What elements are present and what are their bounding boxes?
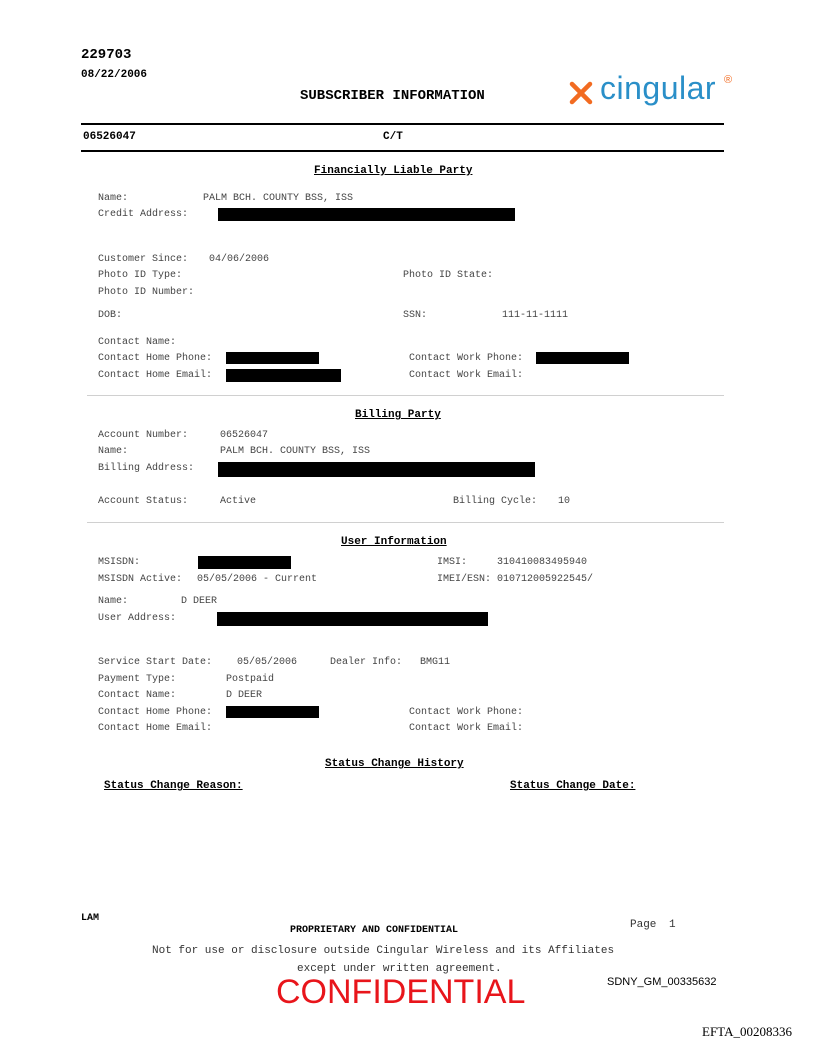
bates-sdny: SDNY_GM_00335632: [607, 976, 717, 988]
bp-name-label: Name:: [98, 446, 129, 457]
ui-imsi-label: IMSI:: [437, 557, 468, 568]
fl-contact-home-email-label: Contact Home Email:: [98, 370, 213, 381]
registered-mark: ®: [724, 74, 733, 86]
header-rule-bottom: [81, 150, 724, 152]
fl-contact-work-phone-label: Contact Work Phone:: [409, 353, 524, 364]
fl-contact-work-email-label: Contact Work Email:: [409, 370, 524, 381]
redaction-credit-address: [218, 208, 515, 221]
ui-name-value: D DEER: [181, 596, 218, 607]
ui-msisdn-active-label: MSISDN Active:: [98, 574, 183, 585]
fl-ssn-label: SSN:: [403, 310, 428, 321]
bp-account-number-value: 06526047: [220, 430, 269, 441]
confidential-stamp: CONFIDENTIAL: [276, 973, 526, 1011]
ui-user-address-label: User Address:: [98, 613, 177, 624]
ui-contact-work-email-label: Contact Work Email:: [409, 723, 524, 734]
ui-contact-work-phone-label: Contact Work Phone:: [409, 707, 524, 718]
fl-contact-name-label: Contact Name:: [98, 337, 177, 348]
page-title: SUBSCRIBER INFORMATION: [300, 88, 485, 104]
bp-billing-cycle-label: Billing Cycle:: [453, 496, 538, 507]
header-rule-top: [81, 123, 724, 125]
footer-disclaimer-line1: Not for use or disclosure outside Cingular Wireless and its Affiliates: [152, 945, 615, 957]
fl-photo-id-state-label: Photo ID State:: [403, 270, 494, 281]
bp-account-status-value: Active: [220, 496, 257, 507]
ui-msisdn-active-value: 05/05/2006 - Current: [197, 574, 318, 585]
ui-service-start-label: Service Start Date:: [98, 657, 213, 668]
fl-name-value: PALM BCH. COUNTY BSS, ISS: [203, 193, 354, 204]
bp-name-value: PALM BCH. COUNTY BSS, ISS: [220, 446, 371, 457]
ui-contact-home-email-label: Contact Home Email:: [98, 723, 213, 734]
footer-disclaimer-line2: except under written agreement.: [297, 963, 502, 975]
ui-contact-name-value: D DEER: [226, 690, 263, 701]
redaction-fl-home-email: [226, 369, 341, 382]
footer-page: [630, 919, 676, 931]
fl-ssn-value: 111-11-1111: [502, 310, 569, 321]
section-divider-1: [87, 395, 724, 396]
ui-dealer-info-value: BMG11: [420, 657, 451, 668]
ui-payment-type-label: Payment Type:: [98, 674, 177, 685]
doc-number: 229703: [81, 47, 132, 63]
ui-msisdn-label: MSISDN:: [98, 557, 141, 568]
billing-party-heading: Billing Party: [355, 409, 441, 421]
fl-customer-since-label: Customer Since:: [98, 254, 189, 265]
fl-name-label: Name:: [98, 193, 129, 204]
bp-billing-cycle-value: 10: [558, 496, 571, 507]
cingular-wordmark: cingular: [600, 70, 717, 106]
ui-name-label: Name:: [98, 596, 129, 607]
account-id: 06526047: [83, 131, 136, 143]
ui-imei-value: 010712005922545/: [497, 574, 594, 585]
fl-contact-home-phone-label: Contact Home Phone:: [98, 353, 213, 364]
doc-date: 08/22/2006: [81, 69, 148, 81]
user-information-heading: User Information: [341, 536, 447, 548]
cingular-jack-icon: [566, 78, 596, 108]
fl-customer-since-value: 04/06/2006: [209, 254, 270, 265]
redaction-msisdn: [198, 556, 291, 569]
status-change-date-label: Status Change Date:: [510, 780, 636, 792]
ui-service-start-value: 05/05/2006: [237, 657, 298, 668]
redaction-fl-work-phone: [536, 352, 629, 364]
ui-imei-label: IMEI/ESN:: [437, 574, 492, 585]
redaction-fl-home-phone: [226, 352, 319, 364]
ui-contact-home-phone-label: Contact Home Phone:: [98, 707, 213, 718]
fl-dob-label: DOB:: [98, 310, 123, 321]
ui-dealer-info-label: Dealer Info:: [330, 657, 403, 668]
status-history-heading: Status Change History: [325, 758, 464, 770]
account-code: C/T: [383, 131, 403, 143]
footer-page-label: Page: [630, 919, 657, 931]
bp-account-number-label: Account Number:: [98, 430, 189, 441]
bates-efta: EFTA_00208336: [702, 1024, 792, 1039]
fl-photo-id-number-label: Photo ID Number:: [98, 287, 195, 298]
financially-liable-heading: Financially Liable Party: [314, 165, 473, 177]
bp-billing-address-label: Billing Address:: [98, 463, 195, 474]
redaction-user-address: [217, 612, 488, 626]
footer-proprietary: PROPRIETARY AND CONFIDENTIAL: [290, 925, 459, 936]
section-divider-2: [87, 522, 724, 523]
ui-imsi-value: 310410083495940: [497, 557, 588, 568]
status-change-reason-label: Status Change Reason:: [104, 780, 243, 792]
redaction-billing-address: [218, 462, 535, 477]
fl-credit-address-label: Credit Address:: [98, 209, 189, 220]
footer-page-number: 1: [669, 919, 676, 931]
ui-payment-type-value: Postpaid: [226, 674, 275, 685]
redaction-ui-home-phone: [226, 706, 319, 718]
ui-contact-name-label: Contact Name:: [98, 690, 177, 701]
bp-account-status-label: Account Status:: [98, 496, 189, 507]
fl-photo-id-type-label: Photo ID Type:: [98, 270, 183, 281]
footer-initials: LAM: [81, 913, 100, 924]
